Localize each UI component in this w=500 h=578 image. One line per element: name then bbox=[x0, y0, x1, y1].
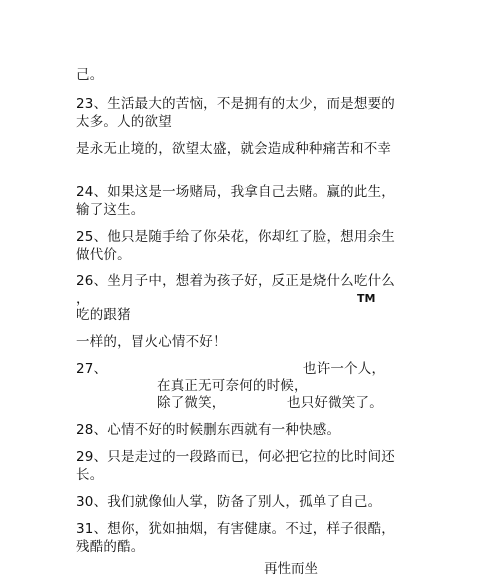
text-line: 长。 bbox=[76, 467, 104, 483]
text-line: 残酷的酷。 bbox=[76, 539, 145, 555]
text-line: 也只好微笑了。 bbox=[287, 395, 383, 411]
text-line: 24、如果这是一场赌局，我拿自己去赌。赢的此生， bbox=[76, 184, 395, 200]
text-line: 再性而坐 bbox=[264, 561, 318, 577]
text-line: 做代价。 bbox=[76, 247, 131, 263]
text-line: 输了这生。 bbox=[76, 202, 145, 218]
text-line: 27、 bbox=[76, 361, 108, 377]
text-line: 31、想你，犹如抽烟，有害健康。不过，样子很酷， bbox=[76, 521, 395, 537]
text-line: 30、我们就像仙人掌，防备了别人，孤单了自己。 bbox=[76, 494, 382, 510]
tm-mark: TM bbox=[357, 292, 376, 305]
text-line: 除了微笑， bbox=[157, 395, 226, 411]
text-line: 28、心情不好的时候删东西就有一种快感。 bbox=[76, 422, 341, 438]
clipped-line bbox=[264, 558, 368, 577]
text-line: 26、坐月子中，想着为孩子好，反正是烧什么吃什么 bbox=[76, 273, 395, 289]
text-line: 29、只是走过的一段路而已，何必把它拉的比时间还 bbox=[76, 449, 395, 465]
text-line: 吃的跟猪 bbox=[76, 307, 131, 323]
text-line: 己。 bbox=[76, 67, 104, 83]
text-line: 也许一个人， bbox=[303, 361, 386, 377]
text-line: 在真正无可奈何的时候， bbox=[157, 378, 308, 394]
text-line: ， bbox=[76, 291, 90, 307]
text-line: 25、他只是随手给了你朵花，你却红了脸，想用余生 bbox=[76, 229, 395, 245]
text-line: 23、生活最大的苦恼，不是拥有的太少，而是想要的 bbox=[76, 96, 395, 112]
text-line: 太多。人的欲望 bbox=[76, 114, 172, 130]
text-line: 是永无止境的，欲望太盛，就会造成种种痛苦和不幸 bbox=[76, 141, 392, 157]
text-line: 一样的，冒火心情不好！ bbox=[76, 334, 227, 350]
